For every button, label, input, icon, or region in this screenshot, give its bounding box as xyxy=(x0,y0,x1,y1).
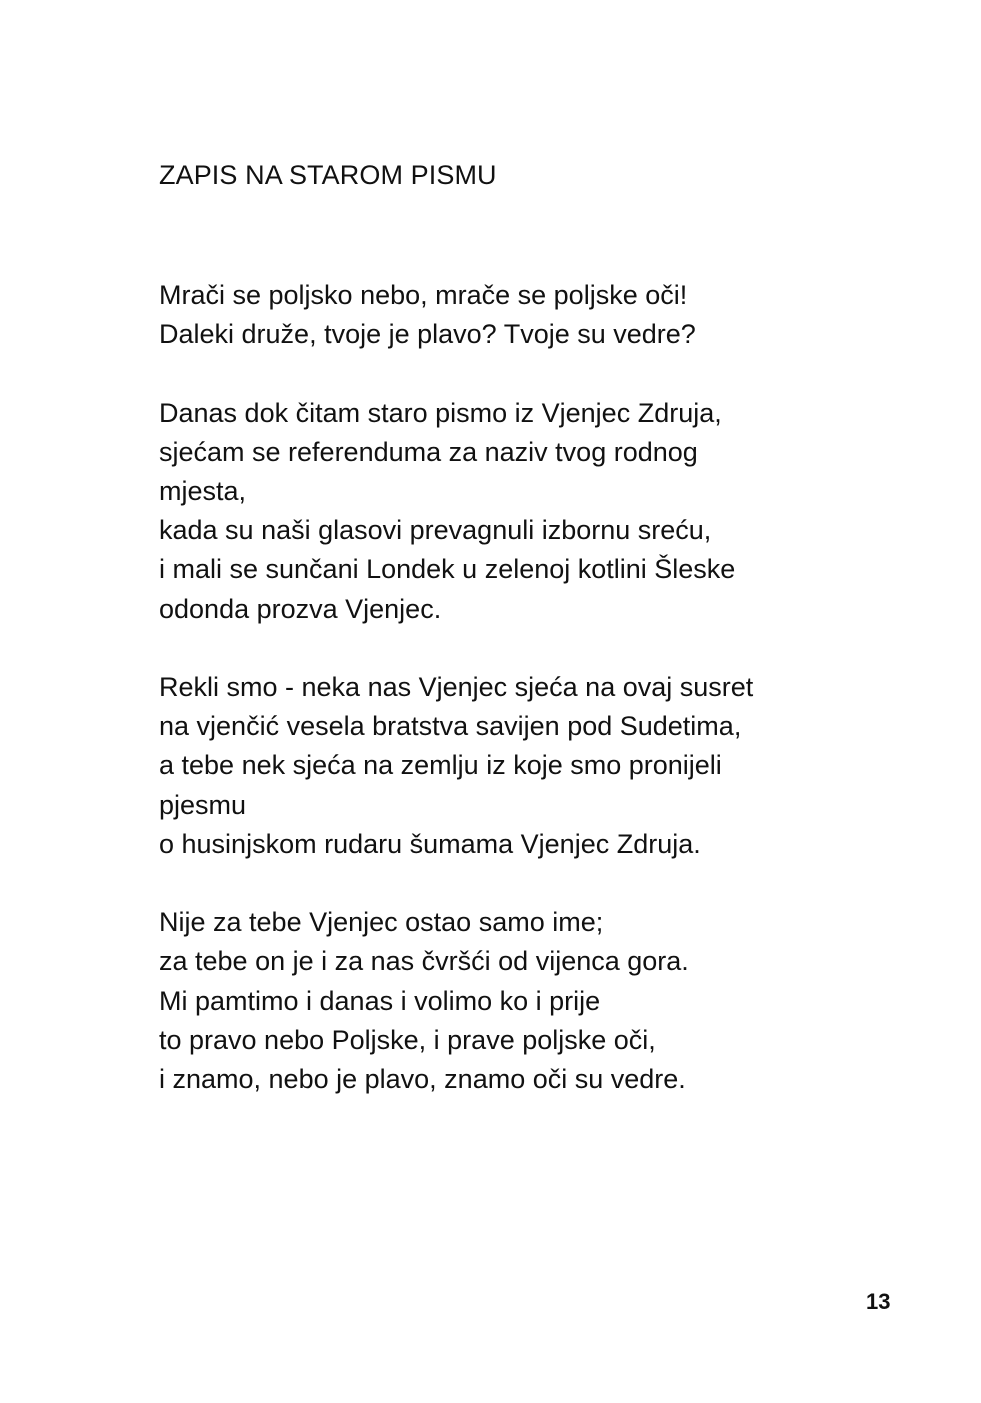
poem-line: a tebe nek sjeća na zemlju iz koje smo pronijeli xyxy=(159,750,722,781)
poem-line: o husinjskom rudaru šumama Vjenjec Zdruja. xyxy=(159,828,701,859)
poem-line: i znamo, nebo je plavo, znamo oči su vedre. xyxy=(159,1064,686,1095)
stanza xyxy=(159,276,879,354)
poem-line: Rekli smo - neka nas Vjenjec sjeća na ovaj susret xyxy=(159,672,754,702)
poem-line: za tebe on je i za nas čvršći od vijenca gora. xyxy=(159,946,689,977)
stanza xyxy=(159,394,879,629)
poem-line: i mali se sunčani Londek u zelenoj kotlini Šleske xyxy=(159,554,736,585)
poem-line: kada su naši glasovi prevagnuli izbornu sreću, xyxy=(159,515,712,546)
stanza xyxy=(159,903,879,1099)
poem-line: sjećam se referenduma za naziv tvog rodnog xyxy=(159,436,698,467)
poem-line: pjesmu xyxy=(159,789,247,820)
poem-line: Daleki druže, tvoje je plavo? Tvoje su vedre? xyxy=(159,319,696,350)
poem-line: Nije za tebe Vjenjec ostao samo ime; xyxy=(159,907,604,938)
poem-title: ZAPIS NA STAROM PISMU xyxy=(159,160,497,190)
page-number: 13 xyxy=(866,1289,891,1314)
poem-line: Danas dok čitam staro pismo iz Vjenjec Zdruja, xyxy=(159,397,722,428)
poem-line: to pravo nebo Poljske, i prave poljske oči, xyxy=(159,1024,656,1055)
poem-line: na vjenčić vesela bratstva savijen pod Sudetima, xyxy=(159,711,742,742)
poem-body xyxy=(159,276,879,1099)
poem-line: Mrači se poljsko nebo, mrače se poljske oči! xyxy=(159,280,688,310)
poem-line: odonda prozva Vjenjec. xyxy=(159,593,442,624)
poem-line: Mi pamtimo i danas i volimo ko i prije xyxy=(159,985,601,1016)
stanza xyxy=(159,668,879,864)
poem-line: mjesta, xyxy=(159,476,247,506)
